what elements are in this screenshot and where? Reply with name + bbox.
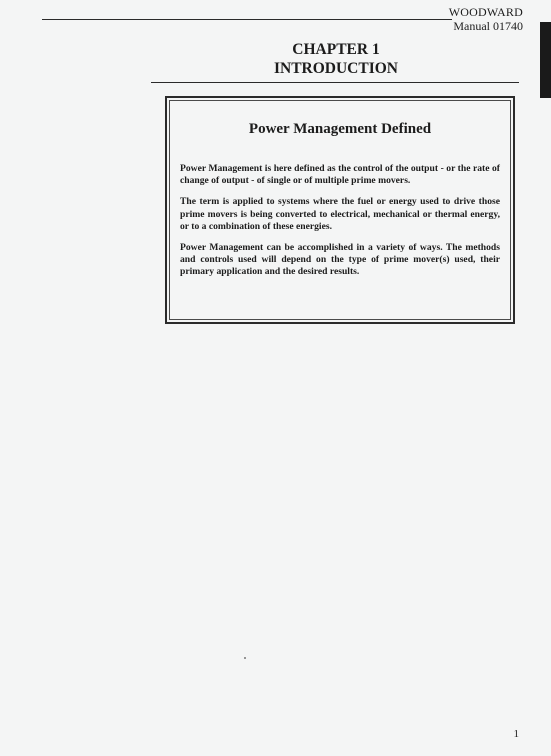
chapter-edge-tab [540, 22, 551, 98]
manual-number: Manual 01740 [453, 19, 523, 33]
definition-box [165, 96, 515, 324]
definition-paragraph: Power Management is here defined as the control of the output - or the rate of change of output - of single or of multiple prime movers. [180, 163, 500, 187]
definition-box-inner [169, 100, 511, 320]
definition-paragraph: Power Management can be accomplished in a variety of ways. The methods and controls used will depend on the type of prime mover(s) used, their primary application and the desired results. [180, 242, 500, 278]
definition-title: Power Management Defined [248, 121, 432, 137]
scan-speck [244, 657, 246, 659]
chapter-number: CHAPTER 1 [292, 41, 380, 58]
chapter-title: INTRODUCTION [273, 60, 398, 77]
company-name: WOODWARD [448, 5, 523, 19]
chapter-heading [151, 40, 521, 78]
definition-paragraph: The term is applied to systems where the fuel or energy used to drive those prime movers is being converted to electrical, mechanical or thermal energy, or to a combination of these energies. [180, 196, 500, 232]
chapter-rule [151, 82, 519, 83]
header-rule [42, 19, 452, 20]
page-number: 1 [513, 728, 519, 740]
